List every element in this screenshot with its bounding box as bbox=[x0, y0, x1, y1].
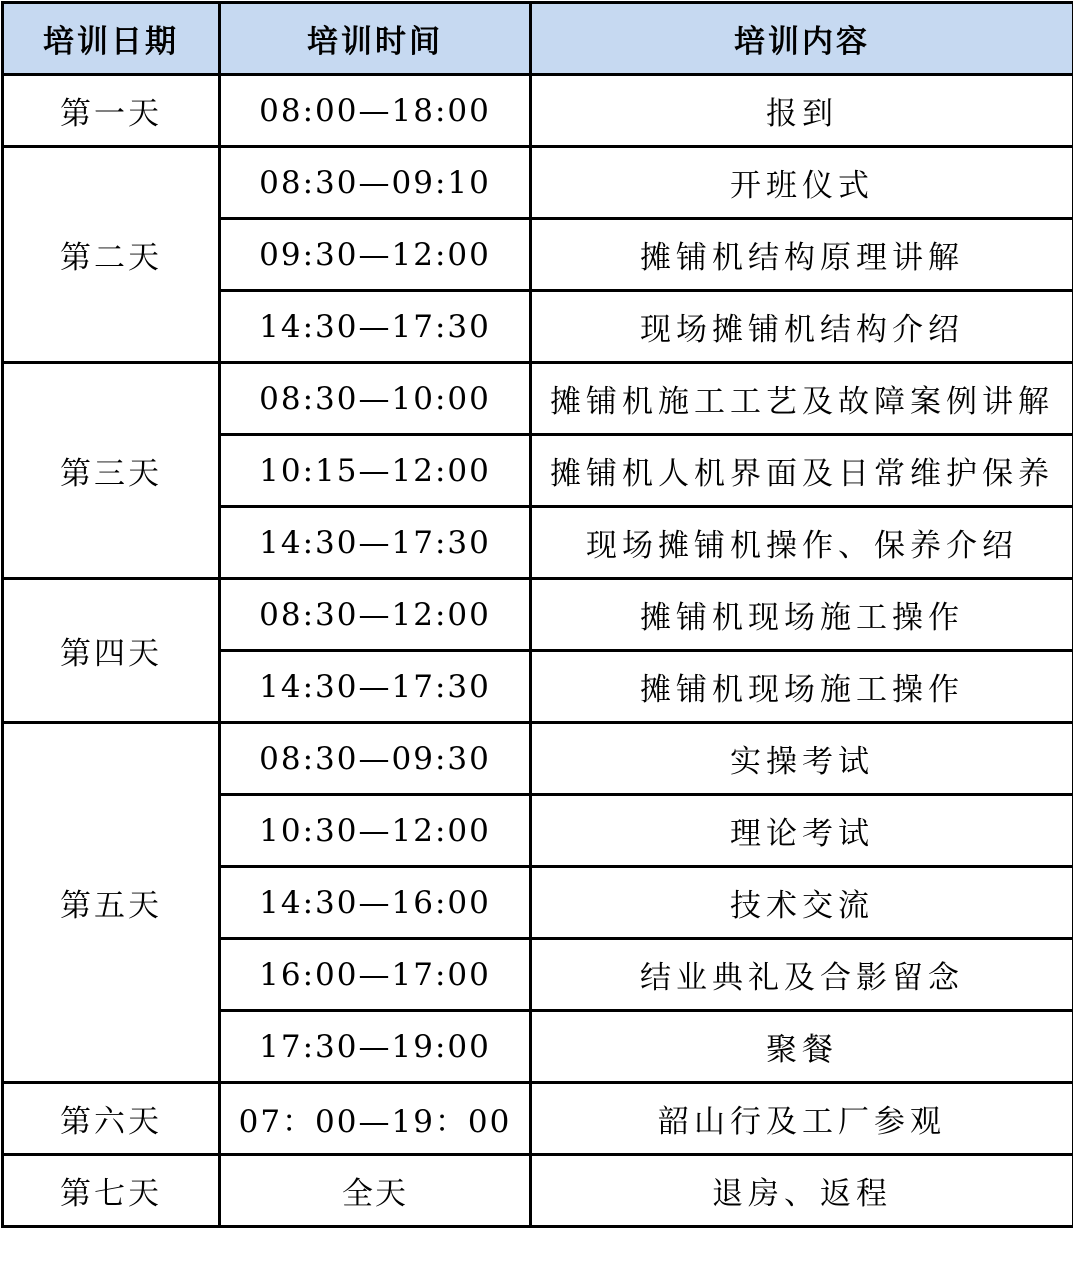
table-row bbox=[3, 147, 1073, 219]
content-cell: 摊铺机人机界面及日常维护保养 bbox=[531, 435, 1073, 507]
day-cell: 第五天 bbox=[3, 723, 220, 1083]
table-row bbox=[3, 363, 1073, 435]
table-row bbox=[3, 1155, 1073, 1227]
content-cell: 现场摊铺机操作、保养介绍 bbox=[531, 507, 1073, 579]
time-cell: 09:30—12:00 bbox=[220, 219, 531, 291]
time-cell: 08:30—09:30 bbox=[220, 723, 531, 795]
table-row bbox=[3, 579, 1073, 651]
time-cell: 08:30—10:00 bbox=[220, 363, 531, 435]
day-cell: 第六天 bbox=[3, 1083, 220, 1155]
time-cell: 14:30—17:30 bbox=[220, 291, 531, 363]
time-cell: 08:30—12:00 bbox=[220, 579, 531, 651]
content-cell: 技术交流 bbox=[531, 867, 1073, 939]
time-cell: 16:00—17:00 bbox=[220, 939, 531, 1011]
content-cell: 韶山行及工厂参观 bbox=[531, 1083, 1073, 1155]
content-cell: 实操考试 bbox=[531, 723, 1073, 795]
table-row bbox=[3, 723, 1073, 795]
content-cell: 摊铺机现场施工操作 bbox=[531, 579, 1073, 651]
time-cell: 10:30—12:00 bbox=[220, 795, 531, 867]
time-cell: 08:30—09:10 bbox=[220, 147, 531, 219]
content-cell: 摊铺机结构原理讲解 bbox=[531, 219, 1073, 291]
table-body bbox=[3, 75, 1073, 1227]
time-cell: 08:00—18:00 bbox=[220, 75, 531, 147]
training-schedule-table bbox=[1, 1, 1073, 1228]
time-cell: 14:30—16:00 bbox=[220, 867, 531, 939]
day-cell: 第一天 bbox=[3, 75, 220, 147]
time-cell: 10:15—12:00 bbox=[220, 435, 531, 507]
content-cell: 退房、返程 bbox=[531, 1155, 1073, 1227]
day-cell: 第七天 bbox=[3, 1155, 220, 1227]
time-cell: 07：00—19：00 bbox=[220, 1083, 531, 1155]
content-cell: 现场摊铺机结构介绍 bbox=[531, 291, 1073, 363]
day-cell: 第四天 bbox=[3, 579, 220, 723]
time-cell: 14:30—17:30 bbox=[220, 651, 531, 723]
time-cell: 17:30—19:00 bbox=[220, 1011, 531, 1083]
table-header bbox=[3, 3, 1073, 75]
time-cell: 全天 bbox=[220, 1155, 531, 1227]
table-row bbox=[3, 75, 1073, 147]
content-cell: 理论考试 bbox=[531, 795, 1073, 867]
header-content: 培训内容 bbox=[531, 3, 1073, 75]
content-cell: 结业典礼及合影留念 bbox=[531, 939, 1073, 1011]
content-cell: 摊铺机施工工艺及故障案例讲解 bbox=[531, 363, 1073, 435]
time-cell: 14:30—17:30 bbox=[220, 507, 531, 579]
table-row bbox=[3, 1083, 1073, 1155]
content-cell: 摊铺机现场施工操作 bbox=[531, 651, 1073, 723]
content-cell: 聚餐 bbox=[531, 1011, 1073, 1083]
header-date: 培训日期 bbox=[3, 3, 220, 75]
header-row bbox=[3, 3, 1073, 75]
content-cell: 报到 bbox=[531, 75, 1073, 147]
header-time: 培训时间 bbox=[220, 3, 531, 75]
content-cell: 开班仪式 bbox=[531, 147, 1073, 219]
day-cell: 第二天 bbox=[3, 147, 220, 363]
day-cell: 第三天 bbox=[3, 363, 220, 579]
